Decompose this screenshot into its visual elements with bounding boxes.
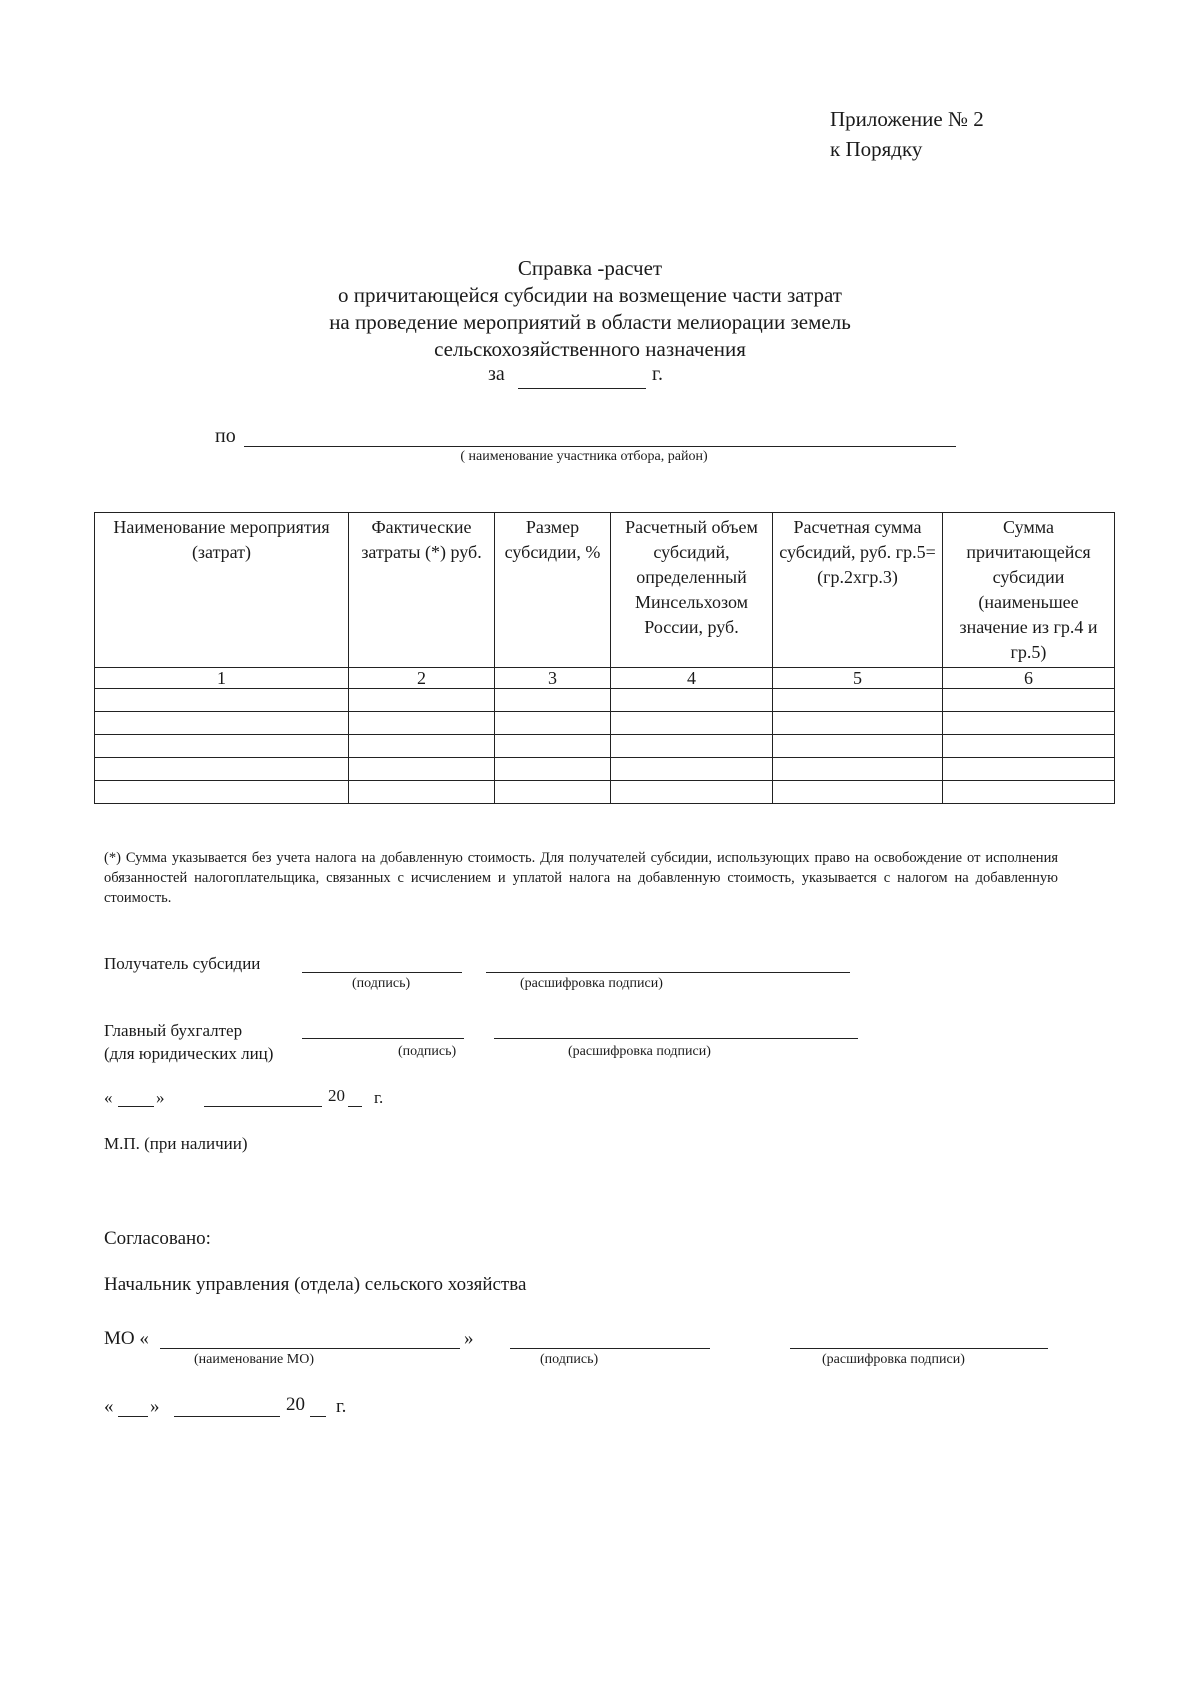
accountant-label: Главный бухгалтер [104, 1021, 243, 1040]
header-ministry-volume: Расчетный объем субсидий, определенный Минсельхозом России, руб. [611, 513, 773, 668]
table-row [95, 689, 1115, 712]
column-number-row [95, 668, 1115, 689]
table-cell[interactable] [495, 758, 611, 781]
header-actual-costs: Фактические затраты (*) руб. [349, 513, 495, 668]
mo-signature-field[interactable] [510, 1348, 710, 1349]
column-number: 1 [95, 668, 349, 689]
date2-year-suffix: г. [336, 1396, 347, 1417]
mo-signature-caption: (подпись) [540, 1352, 599, 1367]
table-cell[interactable] [95, 781, 349, 804]
date1-day-field[interactable] [118, 1106, 154, 1107]
date1-century: 20 [328, 1086, 345, 1105]
mo-name-caption: (наименование МО) [194, 1352, 314, 1367]
table-row [95, 781, 1115, 804]
date1-year-field[interactable] [348, 1106, 362, 1107]
calculation-table [94, 512, 1115, 804]
recipient-decode-caption: (расшифровка подписи) [520, 976, 663, 991]
table-cell[interactable] [95, 758, 349, 781]
mo-prefix: МО « [104, 1328, 149, 1349]
stamp-note: М.П. (при наличии) [104, 1134, 248, 1153]
date1-year-suffix: г. [374, 1088, 384, 1107]
table-cell[interactable] [773, 758, 943, 781]
table-cell[interactable] [611, 735, 773, 758]
table-cell[interactable] [495, 781, 611, 804]
table-cell[interactable] [943, 781, 1115, 804]
table-cell[interactable] [611, 689, 773, 712]
period-prefix: за [488, 363, 505, 385]
table-cell[interactable] [773, 735, 943, 758]
table-header-row [95, 513, 1115, 668]
accountant-note: (для юридических лиц) [104, 1044, 274, 1063]
table-cell[interactable] [611, 758, 773, 781]
date2-month-field[interactable] [174, 1416, 280, 1417]
table-cell[interactable] [773, 689, 943, 712]
column-number: 2 [349, 668, 495, 689]
accountant-decode-field[interactable] [494, 1038, 858, 1039]
appendix-order: к Порядку [830, 137, 923, 161]
table-cell[interactable] [943, 689, 1115, 712]
table-cell[interactable] [495, 689, 611, 712]
date1-close-quote: » [156, 1088, 165, 1107]
participant-caption: ( наименование участника отбора, район) [460, 449, 708, 464]
table-cell[interactable] [349, 689, 495, 712]
mo-close-quote: » [464, 1328, 474, 1349]
table-row [95, 758, 1115, 781]
table-row [95, 712, 1115, 735]
recipient-label: Получатель субсидии [104, 954, 261, 973]
header-calculated-sum: Расчетная сумма субсидий, руб. гр.5=(гр.2хгр.3) [773, 513, 943, 668]
date2-day-field[interactable] [118, 1416, 148, 1417]
footnote: (*) Сумма указывается без учета налога на добавленную стоимость. Для получателей субсидии, использующих право на освобождение от исполнения обязанностей налогоплательщика, связанных с исчислением и уплатой налога на добавленную стоимость, указывается с налогом на добавленную стоимость. [104, 850, 1058, 906]
table-cell[interactable] [95, 712, 349, 735]
column-number: 5 [773, 668, 943, 689]
header-due-subsidy: Сумма причитающейся субсидии (наименьшее значение из гр.4 и гр.5) [943, 513, 1115, 668]
participant-field[interactable] [244, 446, 956, 447]
date1-month-field[interactable] [204, 1106, 322, 1107]
document-title [250, 255, 930, 363]
date2-close-quote: » [150, 1396, 160, 1417]
table-cell[interactable] [349, 758, 495, 781]
table-cell[interactable] [495, 735, 611, 758]
date2-open-quote: « [104, 1396, 114, 1417]
period-year-suffix: г. [652, 363, 663, 385]
date1-open-quote: « [104, 1088, 113, 1107]
column-number: 3 [495, 668, 611, 689]
mo-decode-caption: (расшифровка подписи) [822, 1352, 965, 1367]
table-cell[interactable] [495, 712, 611, 735]
recipient-signature-caption: (подпись) [352, 976, 411, 991]
mo-decode-field[interactable] [790, 1348, 1048, 1349]
table-cell[interactable] [611, 712, 773, 735]
head-of-department-label: Начальник управления (отдела) сельского хозяйства [104, 1274, 527, 1295]
table-cell[interactable] [349, 712, 495, 735]
header-event-name: Наименование мероприятия (затрат) [95, 513, 349, 668]
header-subsidy-rate: Размер субсидии, % [495, 513, 611, 668]
appendix-number: Приложение № 2 [830, 107, 984, 131]
table-cell[interactable] [943, 735, 1115, 758]
period-field[interactable] [518, 388, 646, 389]
accountant-signature-field[interactable] [302, 1038, 464, 1039]
approved-label: Согласовано: [104, 1228, 211, 1249]
table-cell[interactable] [943, 758, 1115, 781]
date2-year-field[interactable] [310, 1416, 326, 1417]
table-cell[interactable] [773, 712, 943, 735]
mo-name-field[interactable] [160, 1348, 460, 1349]
title-line-2: о причитающейся субсидии на возмещение части затрат [338, 283, 842, 307]
title-line-3: на проведение мероприятий в области мелиорации земель [329, 310, 851, 334]
table-cell[interactable] [943, 712, 1115, 735]
table-cell[interactable] [773, 781, 943, 804]
table-cell[interactable] [349, 735, 495, 758]
accountant-decode-caption: (расшифровка подписи) [568, 1044, 711, 1059]
title-line-1: Справка -расчет [517, 256, 663, 280]
title-line-4: сельскохозяйственного назначения [434, 337, 746, 361]
appendix-reference [830, 104, 984, 164]
participant-prefix: по [215, 425, 236, 447]
table-cell[interactable] [95, 735, 349, 758]
table-cell[interactable] [611, 781, 773, 804]
date2-century: 20 [286, 1394, 305, 1415]
accountant-signature-caption: (подпись) [398, 1044, 457, 1059]
recipient-decode-field[interactable] [486, 972, 850, 973]
table-cell[interactable] [95, 689, 349, 712]
column-number: 4 [611, 668, 773, 689]
table-row [95, 735, 1115, 758]
table-cell[interactable] [349, 781, 495, 804]
column-number: 6 [943, 668, 1115, 689]
recipient-signature-field[interactable] [302, 972, 462, 973]
